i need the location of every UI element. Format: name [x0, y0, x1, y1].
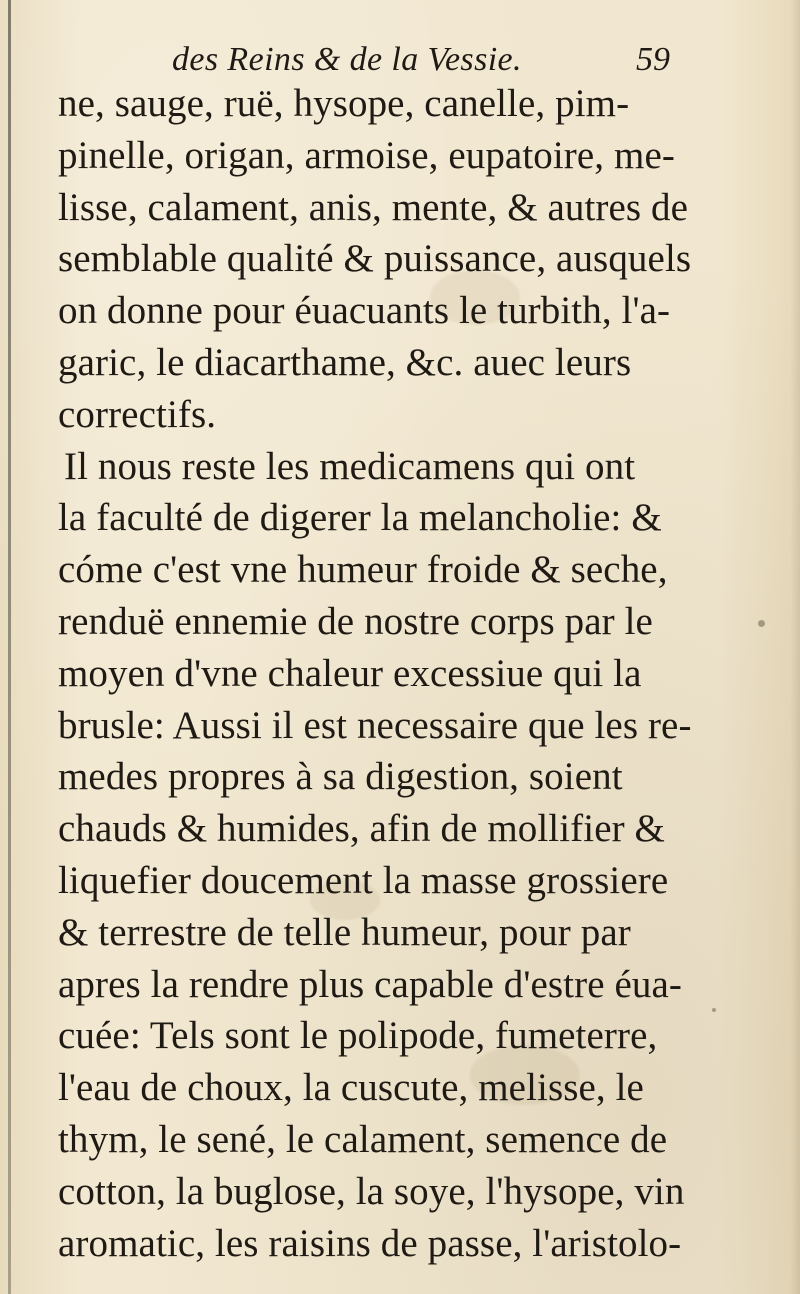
text-line: garic, le diacarthame, &c. auec leurs [58, 340, 632, 384]
ink-speck [712, 1008, 716, 1012]
text-line: semblable qualité & puissance, ausquels [58, 237, 692, 281]
text-line: l'eau de choux, la cuscute, melisse, le [58, 1066, 644, 1110]
text-line: thym, le sené, le calament, semence de [58, 1117, 668, 1161]
text-line: cóme c'est vne humeur froide & seche, [58, 548, 668, 592]
text-line: on donne pour éuacuants le turbith, l'a- [58, 289, 671, 333]
text-line: & terrestre de telle humeur, pour par [58, 910, 631, 954]
text-line: correctifs. [58, 392, 217, 436]
text-line: lisse, calament, anis, mente, & autres de [58, 185, 689, 229]
running-header [0, 40, 800, 80]
text-line: moyen d'vne chaleur excessiue qui la [58, 651, 642, 695]
text-line: aromatic, les raisins de passe, l'aristolo- [58, 1221, 682, 1265]
text-line: cuée: Tels sont le polipode, fumeterre, [58, 1014, 658, 1058]
text-line: renduë ennemie de nostre corps par le [58, 599, 653, 643]
binding-gutter [8, 0, 11, 1294]
text-line: la faculté de digerer la melancholie: & [58, 496, 662, 540]
ink-speck [758, 620, 765, 627]
text-line: chauds & humides, afin de mollifier & [58, 807, 665, 851]
text-line: apres la rendre plus capable d'estre éua- [58, 962, 682, 1006]
text-line: ne, sauge, ruë, hysope, canelle, pim- [58, 82, 630, 125]
text-line: medes propres à sa digestion, soient [58, 755, 623, 799]
text-line: liquefier doucement la masse grossiere [58, 858, 669, 902]
text-line: brusle: Aussi il est necessaire que les re- [58, 703, 692, 747]
text-line: cotton, la buglose, la soye, l'hysope, vin [58, 1169, 685, 1213]
paragraph-start-line: Il nous reste les medicamens qui ont [64, 444, 636, 488]
page-edge-shadow [790, 0, 800, 1294]
body-text [58, 78, 692, 1269]
page-number: 59 [636, 41, 670, 78]
running-title: des Reins & de la Vessie. [172, 41, 522, 78]
text-line: pinelle, origan, armoise, eupatoire, me- [58, 133, 675, 177]
